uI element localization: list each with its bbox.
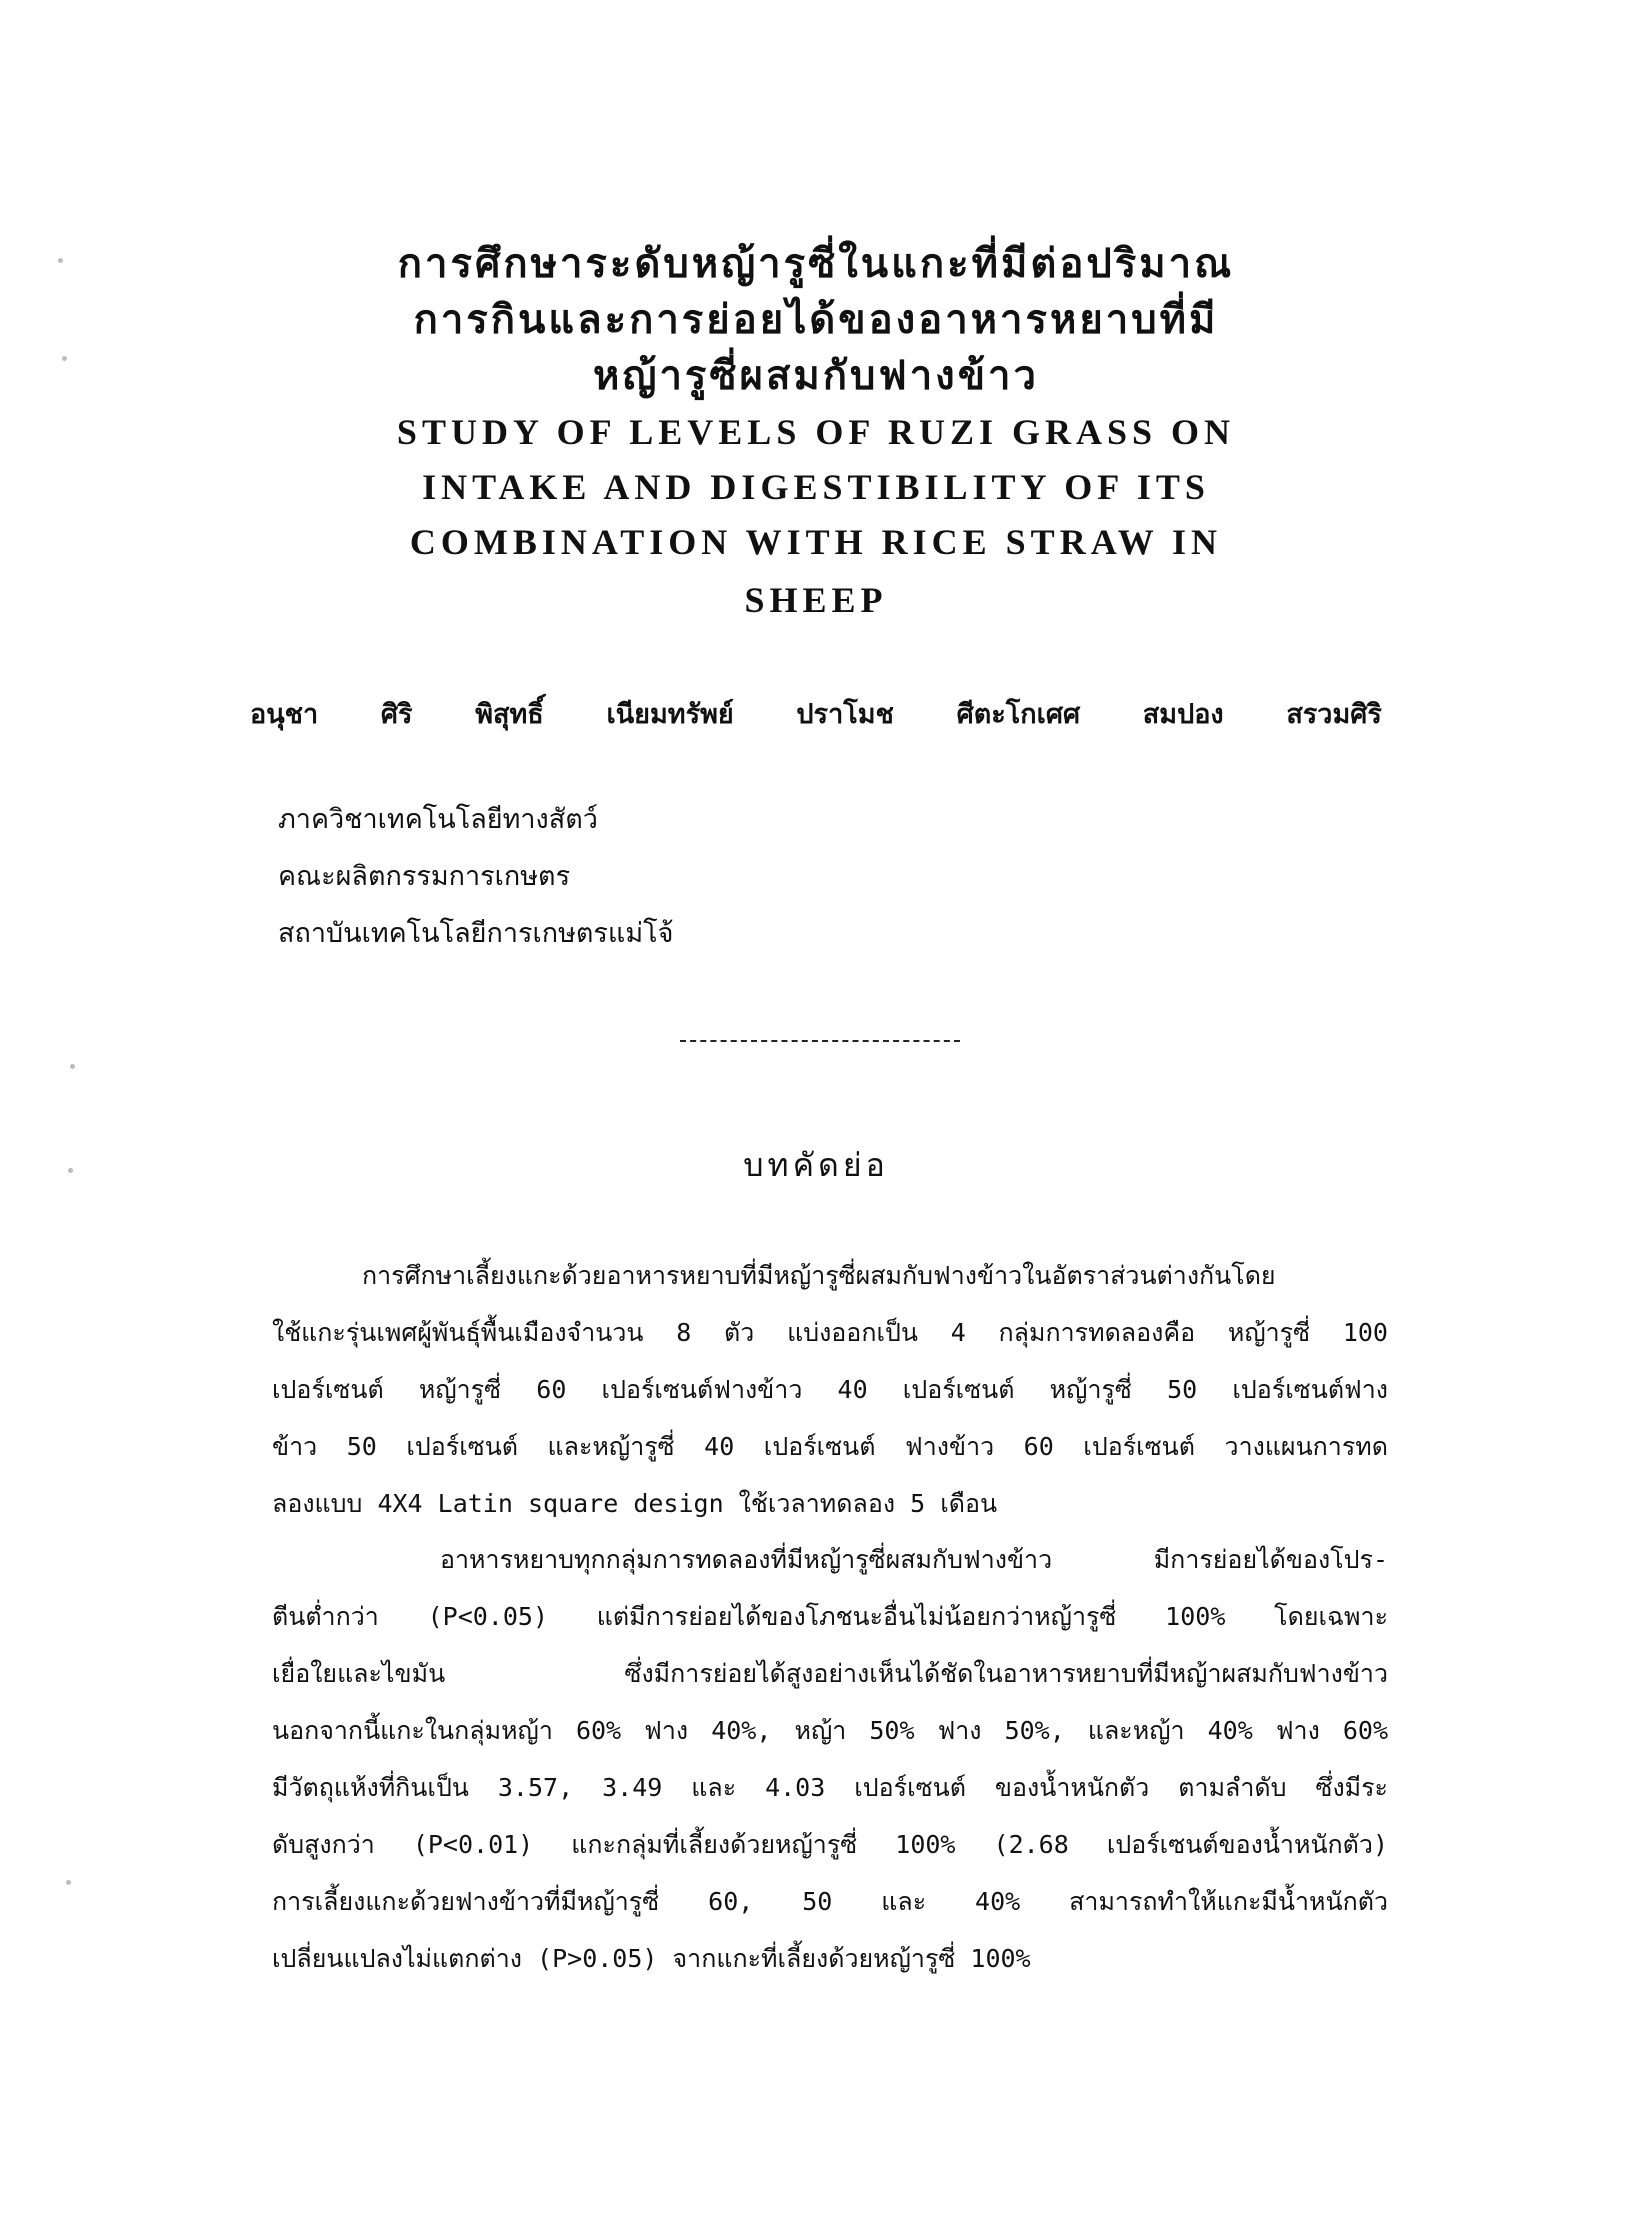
- author-3-last-name: ศีตะโกเศศ: [956, 699, 1081, 730]
- affiliation-faculty: คณะผลิตกรรมการเกษตร: [278, 861, 571, 892]
- affiliation-institute: สถาบันเทคโนโลยีการเกษตรแม่โจ้: [278, 918, 674, 949]
- abstract-line: ข้าว 50 เปอร์เซนต์ และหญ้ารูซี่ 40 เปอร์เซนต์ ฟางข้าว 60 เปอร์เซนต์ วางแผนการทด: [272, 1432, 1388, 1461]
- author-4-last-name: สรวมศิริ: [1286, 699, 1382, 730]
- abstract-line: ตีนต่ำกว่า (P<0.05) แต่มีการย่อยได้ของโภชนะอื่นไม่น้อยกว่าหญ้ารูซี่ 100% โดยเฉพาะ: [272, 1602, 1388, 1631]
- abstract-line: การเลี้ยงแกะด้วยฟางข้าวที่มีหญ้ารูซี่ 60, 50 และ 40% สามารถทำให้แกะมีน้ำหนักตัว: [272, 1887, 1388, 1916]
- english-title-line-1: STUDY OF LEVELS OF RUZI GRASS ON: [396, 412, 1236, 452]
- abstract-line: เปลี่ยนแปลงไม่แตกต่าง (P>0.05) จากแกะที่เลี้ยงด้วยหญ้ารูซี่ 100%: [272, 1944, 1031, 1973]
- author-1-last-name: ศิริ: [380, 699, 413, 730]
- scan-speck: [58, 258, 63, 263]
- scan-speck: [70, 1064, 75, 1069]
- author-1-first-name: อนุชา: [250, 699, 319, 730]
- abstract-line: ใช้แกะรุ่นเพศผู้พันธุ์พื้นเมืองจำนวน 8 ตัว แบ่งออกเป็น 4 กลุ่มการทดลองคือ หญ้ารูซี่ 100: [272, 1318, 1388, 1347]
- dashed-separator: [680, 1040, 960, 1042]
- english-title-line-3: COMBINATION WITH RICE STRAW IN: [409, 522, 1223, 562]
- abstract-line: การศึกษาเลี้ยงแกะด้วยอาหารหยาบที่มีหญ้ารูซี่ผสมกับฟางข้าวในอัตราส่วนต่างกันโดย: [362, 1261, 1276, 1290]
- abstract-line: นอกจากนี้แกะในกลุ่มหญ้า 60% ฟาง 40%, หญ้า 50% ฟาง 50%, และหญ้า 40% ฟาง 60%: [272, 1716, 1388, 1745]
- scan-speck: [66, 1880, 71, 1885]
- english-title-line-4: SHEEP: [744, 580, 888, 620]
- abstract-line: ดับสูงกว่า (P<0.01) แกะกลุ่มที่เลี้ยงด้วยหญ้ารูซี่ 100% (2.68 เปอร์เซนต์ของน้ำหนักตัว): [272, 1830, 1388, 1859]
- author-2-first-name: พิสุทธิ์: [475, 699, 544, 730]
- abstract-line: มีวัตถุแห้งที่กินเป็น 3.57, 3.49 และ 4.03 เปอร์เซนต์ ของน้ำหนักตัว ตามลำดับ ซึ่งมีระ: [272, 1773, 1388, 1802]
- author-4-first-name: สมปอง: [1142, 699, 1224, 730]
- author-2-last-name: เนียมทรัพย์: [606, 699, 734, 730]
- author-3-first-name: ปราโมช: [796, 699, 894, 730]
- affiliation-department: ภาควิชาเทคโนโลยีทางสัตว์: [278, 804, 598, 835]
- abstract-line: อาหารหยาบทุกกลุ่มการทดลองที่มีหญ้ารูซี่ผสมกับฟางข้าว มีการย่อยได้ของโปร-: [440, 1545, 1388, 1574]
- thai-title-line-3: หญ้ารูซี่ผสมกับฟางข้าว: [593, 353, 1039, 399]
- abstract-heading: บทคัดย่อ: [743, 1146, 889, 1184]
- english-title-line-2: INTAKE AND DIGESTIBILITY OF ITS: [422, 467, 1210, 507]
- thai-title-line-2: การกินและการย่อยได้ของอาหารหยาบที่มี: [413, 297, 1219, 343]
- thai-title-line-1: การศึกษาระดับหญ้ารูซี่ในแกะที่มีต่อปริมาณ: [397, 241, 1235, 287]
- abstract-line: ลองแบบ 4X4 Latin square design ใช้เวลาทดลอง 5 เดือน: [272, 1489, 998, 1518]
- scan-speck: [62, 356, 67, 361]
- abstract-line: เปอร์เซนต์ หญ้ารูซี่ 60 เปอร์เซนต์ฟางข้าว 40 เปอร์เซนต์ หญ้ารูซี่ 50 เปอร์เซนต์ฟาง: [272, 1375, 1388, 1404]
- abstract-line: เยื่อใยและไขมัน ซึ่งมีการย่อยได้สูงอย่างเห็นได้ชัดในอาหารหยาบที่มีหญ้าผสมกับฟางข้าว: [272, 1659, 1388, 1688]
- author-list: [250, 692, 1382, 735]
